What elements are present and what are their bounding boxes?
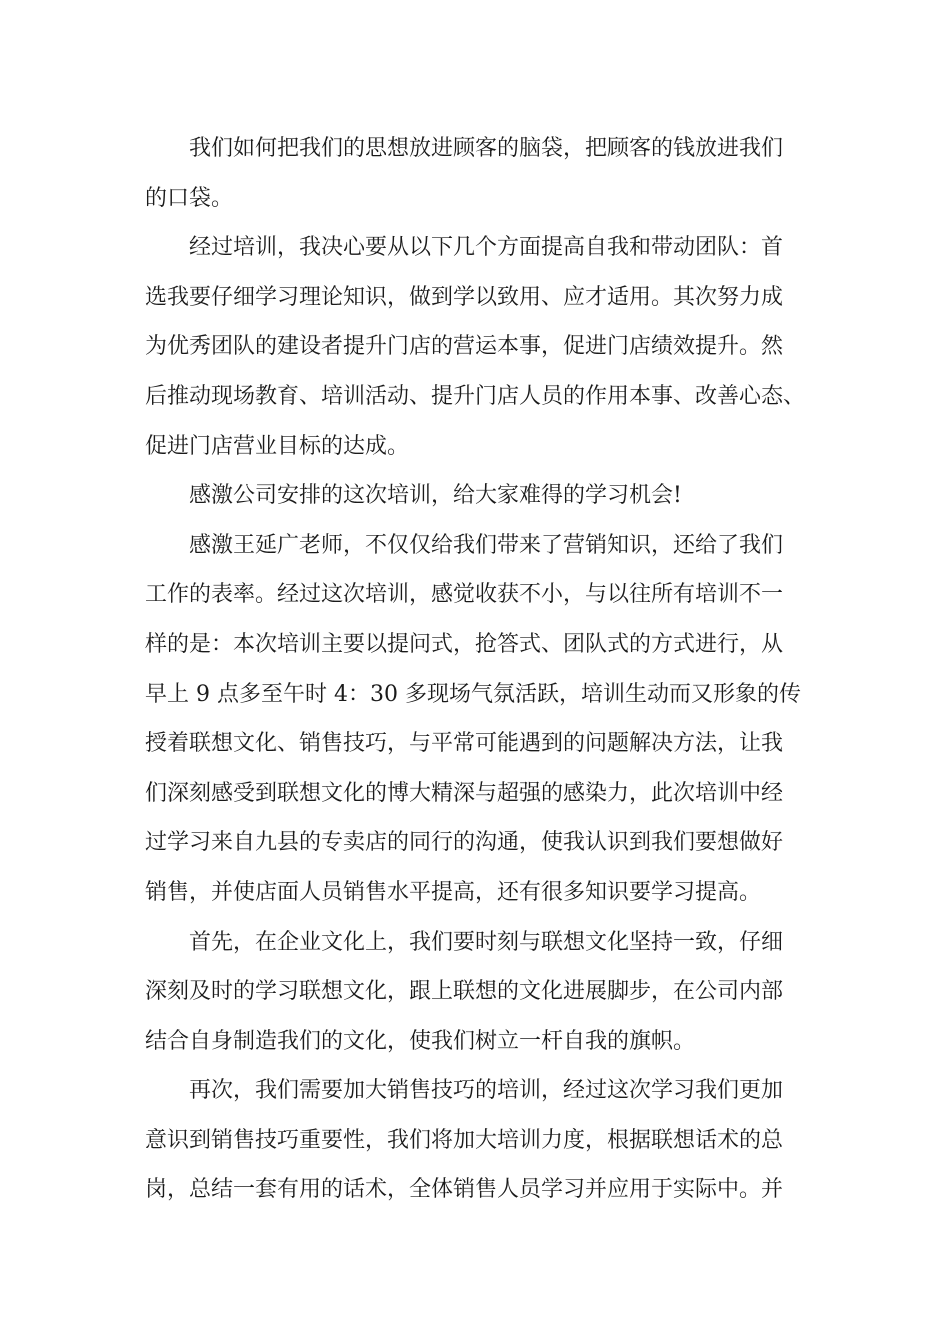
paragraph-2-line-5: 促进门店营业目标的达成。 — [145, 433, 410, 459]
paragraph-4-line-5: 授着联想文化、销售技巧，与平常可能遇到的问题解决方法，让我 — [145, 731, 784, 757]
paragraph-4-line-3: 样的是：本次培训主要以提问式，抢答式、团队式的方式进行，从 — [145, 631, 784, 657]
document-body — [145, 124, 805, 1215]
paragraph-6-line-2: 意识到销售技巧重要性，我们将加大培训力度，根据联想话术的总 — [145, 1127, 784, 1153]
paragraph-3-line-1: 感激公司安排的这次培训，给大家难得的学习机会! — [189, 483, 682, 509]
paragraph-6-line-3: 岗，总结一套有用的话术，全体销售人员学习并应用于实际中。并 — [145, 1177, 784, 1203]
paragraph-2-line-3: 为优秀团队的建设者提升门店的营运本事，促进门店绩效提升。然 — [145, 334, 784, 360]
paragraph-4-line-2: 工作的表率。经过这次培训，感觉收获不小，与以往所有培训不一 — [145, 582, 784, 608]
paragraph-4-line-6: 们深刻感受到联想文化的博大精深与超强的感染力，此次培训中经 — [145, 780, 784, 806]
paragraph-4-line-4: 早上 9 点多至午时 4：30 多现场气氛活跃，培训生动而又形象的传 — [145, 681, 801, 707]
paragraph-1-line-1: 我们如何把我们的思想放进顾客的脑袋，把顾客的钱放进我们 — [189, 136, 784, 161]
paragraph-4-line-1: 感激王延广老师，不仅仅给我们带来了营销知识，还给了我们 — [189, 532, 784, 558]
paragraph-2-line-4: 后推动现场教育、培训活动、提升门店人员的作用本事、改善心态、 — [145, 383, 806, 409]
paragraph-5-line-2: 深刻及时的学习联想文化，跟上联想的文化进展脚步，在公司内部 — [145, 979, 784, 1005]
paragraph-2-line-2: 选我要仔细学习理论知识，做到学以致用、应才适用。其次努力成 — [145, 284, 784, 310]
paragraph-5-line-1: 首先，在企业文化上，我们要时刻与联想文化坚持一致，仔细 — [189, 929, 784, 955]
paragraph-1-line-2: 的口袋。 — [145, 185, 234, 211]
paragraph-5-line-3: 结合自身制造我们的文化，使我们树立一杆自我的旗帜。 — [145, 1028, 696, 1054]
paragraph-2-line-1: 经过培训，我决心要从以下几个方面提高自我和带动团队：首 — [189, 235, 784, 261]
paragraph-4-line-7: 过学习来自九县的专卖店的同行的沟通，使我认识到我们要想做好 — [145, 830, 784, 856]
paragraph-4-line-8: 销售，并使店面人员销售水平提高，还有很多知识要学习提高。 — [145, 879, 762, 905]
paragraph-6-line-1: 再次，我们需要加大销售技巧的培训，经过这次学习我们更加 — [189, 1078, 784, 1104]
